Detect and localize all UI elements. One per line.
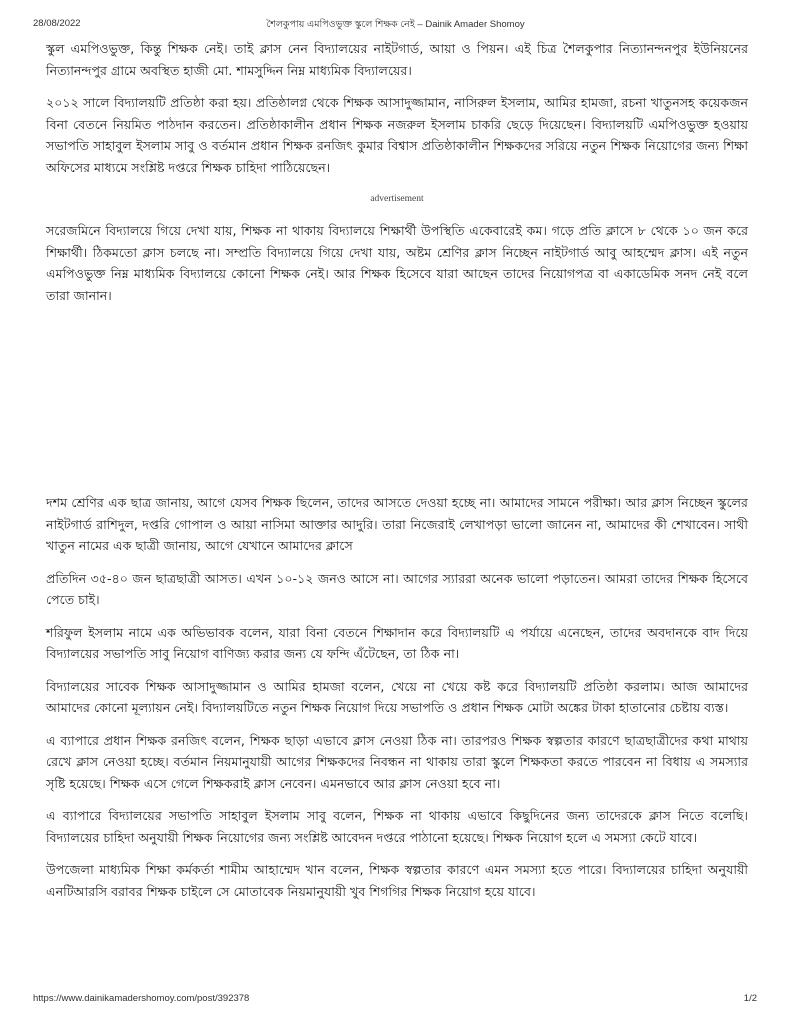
article-paragraph: স্কুল এমপিওভুক্ত, কিন্তু শিক্ষক নেই। তাই ক্লাস নেন বিদ্যালয়ের নাইটগার্ড, আয়া ও পিয়ন। এই চিত্র শৈলকুপার নিত্যানন্দনপুর ইউনিয়নের নিত্যানন্দপুর গ্রামে অবস্থিত হাজী মো. শামসুদ্দিন নিম্ন মাধ্যমিক বিদ্যালয়ের। bbox=[46, 41, 748, 78]
page-number: 1/2 bbox=[743, 993, 757, 1004]
print-page-title: শৈলকুপায় এমপিওভুক্ত স্কুলে শিক্ষক নেই – Dainik Amader Shomoy bbox=[266, 19, 525, 30]
print-date: 28/08/2022 bbox=[33, 18, 81, 29]
advertisement-space bbox=[46, 306, 748, 492]
print-header bbox=[0, 18, 791, 32]
article-paragraph: দশম শ্রেণির এক ছাত্র জানায়, আগে যেসব শিক্ষক ছিলেন, তাদের আসতে দেওয়া হচ্ছে না। আমাদের সামনে পরীক্ষা। আর ক্লাস নিচ্ছেন স্কুলের নাইটগার্ড রাশিদুল, দপ্তরি গোপাল ও আয়া নাসিমা আক্তার আদুরি। তারা নিজেরাই লেখাপড়া ভালো জানেন না, আমাদের কী শেখাবেন। সাথী খাতুন নামের এক ছাত্রী জানায়, আগে যেখানে আমাদের ক্লাসে bbox=[46, 495, 748, 553]
article-paragraph: শরিফুল ইসলাম নামে এক অভিভাবক বলেন, যারা বিনা বেতনে শিক্ষাদান করে বিদ্যালয়টি এ পর্যায়ে এনেছেন, তাদের অবদানকে বাদ দিয়ে বিদ্যালয়ের সভাপতি সাবু নিয়োগ বাণিজ্য করার জন্য যে ফন্দি এঁটেছেন, তা ঠিক না। bbox=[46, 624, 748, 661]
article-paragraph: প্রতিদিন ৩৫-৪০ জন ছাত্রছাত্রী আসত। এখন ১০-১২ জনও আসে না। আগের স্যাররা অনেক ভালো পড়াতেন। আমরা তাদের শিক্ষক হিসেবে পেতে চাই। bbox=[46, 570, 748, 607]
article-paragraph: সরেজমিনে বিদ্যালয়ে গিয়ে দেখা যায়, শিক্ষক না থাকায় বিদ্যালয়ে শিক্ষার্থী উপস্থিতি একেবারেই কম। গড়ে প্রতি ক্লাসে ৮ থেকে ১০ জন করে শিক্ষার্থী। ঠিকমতো ক্লাস চলছে না। সম্প্রতি বিদ্যালয়ে গিয়ে দেখা যায়, অষ্টম শ্রেণির ক্লাস নিচ্ছেন নাইটগার্ড আবু আহম্মেদ ক্লাস। এই নতুন এমপিওভুক্ত নিম্ন মাধ্যমিক বিদ্যালয়ে কোনো শিক্ষক নেই। আর শিক্ষক হিসেবে যারা আছেন তাদের নিয়োগপত্র বা একাডেমিক সনদ নেই বলে তারা জানান। bbox=[46, 223, 748, 303]
article-paragraph: উপজেলা মাধ্যমিক শিক্ষা কর্মকর্তা শামীম আহাম্মেদ খান বলেন, শিক্ষক স্বল্পতার কারণে এমন সমস্যা হতে পারে। বিদ্যালয়ের চাহিদা অনুযায়ী এনটিআরসি বরাবর শিক্ষক চাইলে সে মোতাবেক নিয়মানুযায়ী খুব শিগগির শিক্ষক নিয়োগ হয়ে যাবে। bbox=[46, 862, 748, 899]
article-paragraph: এ ব্যাপারে প্রধান শিক্ষক রনজিৎ বলেন, শিক্ষক ছাড়া এভাবে ক্লাস নেওয়া ঠিক না। তারপরও শিক্ষক স্বল্পতার কারণে ছাত্রছাত্রীদের কথা মাথায় রেখে ক্লাস নেওয়া হচ্ছে। বর্তমান নিয়মানুযায়ী আগের শিক্ষকদের নিবন্ধন না থাকায় তারা স্কুলে শিক্ষকতা করতে পারবেন না বিধায় এ সমস্যার সৃষ্টি হয়েছে। শিক্ষক এসে গেলে শিক্ষকরাই ক্লাস নেবেন। এমনভাবে আর ক্লাস নেওয়া হবে না। bbox=[46, 732, 748, 791]
article-paragraph: ২০১২ সালে বিদ্যালয়টি প্রতিষ্ঠা করা হয়। প্রতিষ্ঠালগ্ন থেকে শিক্ষক আসাদুজ্জামান, নাসিরুল ইসলাম, আমির হামজা, রচনা খাতুনসহ কয়েকজন বিনা বেতনে নিয়মিত পাঠদান করতেন। প্রতিষ্ঠাকালীন প্রধান শিক্ষক নজরুল ইসলাম চাকরি ছেড়ে দিয়েছেন। বিদ্যালয়টি এমপিওভুক্ত হওয়ায় সভাপতি সাহাবুল ইসলাম সাবু ও বর্তমান প্রধান শিক্ষক রনজিৎ কুমার বিশ্বাস প্রতিষ্ঠাকালীন শিক্ষকদের সরিয়ে নতুন শিক্ষক নিয়োগের জন্য শিক্ষা অফিসের মাধ্যমে সংশ্লিষ্ট দপ্তরে শিক্ষক চাহিদা পাঠিয়েছেন। bbox=[46, 95, 748, 175]
article-paragraph: বিদ্যালয়ের সাবেক শিক্ষক আসাদুজ্জামান ও আমির হামজা বলেন, খেয়ে না খেয়ে কষ্ট করে বিদ্যালয়টি প্রতিষ্ঠা করলাম। আজ আমাদের আমাদের কোনো মূল্যায়ন নেই। বিদ্যালয়টিতে নতুন শিক্ষক নিয়োগ দিয়ে সভাপতি ও প্রধান শিক্ষক মোটা অঙ্কের টাকা হাতানোর চেষ্টায় ব্যস্ত। bbox=[46, 678, 748, 715]
article-body bbox=[46, 38, 748, 902]
advertisement-label: advertisement bbox=[370, 194, 424, 204]
print-footer bbox=[0, 993, 791, 1007]
article-paragraph: এ ব্যাপারে বিদ্যালয়ের সভাপতি সাহাবুল ইসলাম সাবু বলেন, শিক্ষক না থাকায় এভাবে কিছুদিনের জন্য তাদেরকে ক্লাস নিতে বলেছি। বিদ্যালয়ের চাহিদা অনুযায়ী শিক্ষক নিয়োগের জন্য সংশ্লিষ্ট আবেদন দপ্তরে পাঠানো হয়েছে। শিক্ষক নিয়োগ হলে এ সমস্যা কেটে যাবে। bbox=[46, 808, 748, 845]
print-url: https://www.dainikamadershomoy.com/post/392378 bbox=[33, 993, 250, 1004]
